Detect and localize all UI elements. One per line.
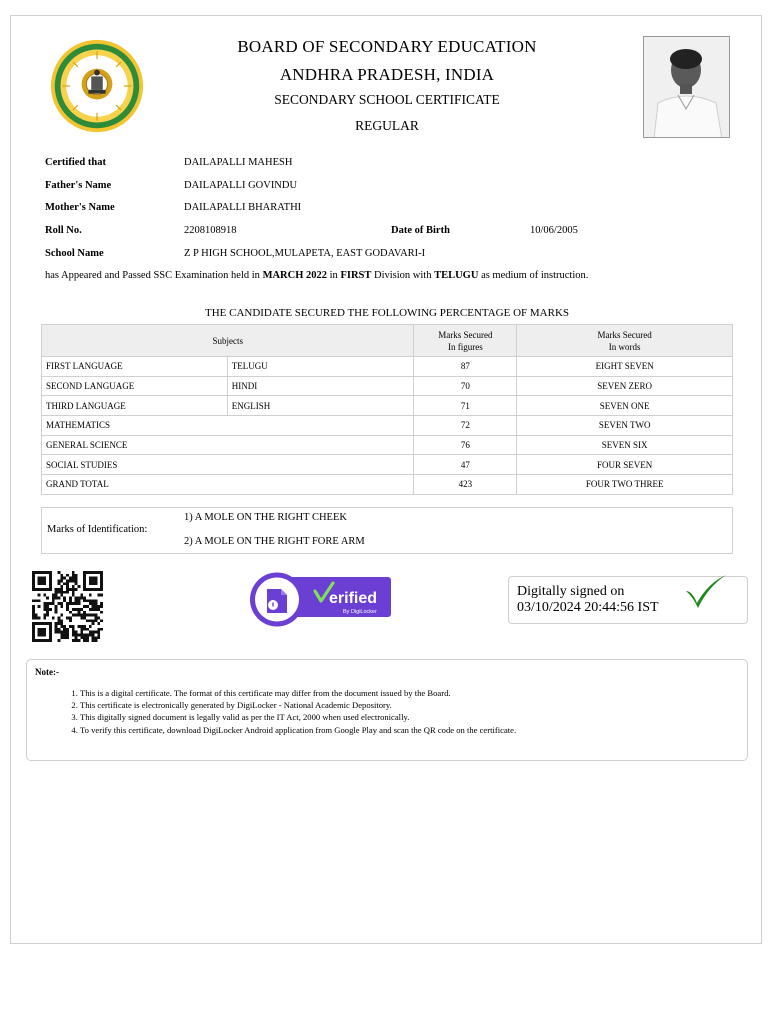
medium: TELUGU xyxy=(434,270,479,281)
dob-label: Date of Birth xyxy=(391,225,450,236)
mother-label: Mother's Name xyxy=(45,202,115,213)
subject-cell: GENERAL SCIENCE xyxy=(42,435,414,455)
note-item: 2. This certificate is electronically generated by DigiLocker - National Academic Depository. xyxy=(80,699,516,711)
figures-cell: 71 xyxy=(414,396,517,416)
subject-cell: SECOND LANGUAGE xyxy=(42,376,228,396)
checkmark-icon xyxy=(684,575,728,609)
signature-text xyxy=(517,584,659,616)
language-cell: TELUGU xyxy=(227,357,414,377)
subject-cell: THIRD LANGUAGE xyxy=(42,396,228,416)
division: FIRST xyxy=(340,270,372,281)
words-cell: SEVEN TWO xyxy=(517,416,733,436)
table-row xyxy=(42,435,733,455)
marks-title: THE CANDIDATE SECURED THE FOLLOWING PERCENTAGE OF MARKS xyxy=(204,307,570,319)
subject-cell: MATHEMATICS xyxy=(42,416,414,436)
signature-timestamp: 03/10/2024 20:44:56 IST xyxy=(517,600,659,615)
table-row xyxy=(42,376,733,396)
figures-cell: 70 xyxy=(414,376,517,396)
subject-cell: FIRST LANGUAGE xyxy=(42,357,228,377)
note-item: 1. This is a digital certificate. The format of this certificate may differ from the document issued by the Board. xyxy=(80,687,516,699)
identification-mark-1: 1) A MOLE ON THE RIGHT CHEEK xyxy=(184,512,347,523)
words-header: Marks Secured In words xyxy=(517,325,733,357)
pass-statement: has Appeared and Passed SSC Examination held in MARCH 2022 in FIRST Division with TELUGU as medium of instruction. xyxy=(45,270,589,281)
school-name: Z P HIGH SCHOOL,MULAPETA, EAST GODAVARI-I xyxy=(184,248,426,259)
certified-label: Certified that xyxy=(45,157,106,168)
board-title: BOARD OF SECONDARY EDUCATION xyxy=(237,37,537,56)
note-item: 4. To verify this certificate, download DigiLocker Android application from Google Play and scan the QR code on the certificate. xyxy=(80,724,516,736)
identification-mark-2: 2) A MOLE ON THE RIGHT FORE ARM xyxy=(184,536,365,547)
verified-by-text: By DigiLocker xyxy=(343,609,377,615)
notes-list xyxy=(66,687,516,736)
school-label: School Name xyxy=(45,248,104,259)
marks-table xyxy=(41,324,733,495)
mother-name: DAILAPALLI BHARATHI xyxy=(184,202,302,213)
figures-cell: 76 xyxy=(414,435,517,455)
certificate-page xyxy=(10,15,762,944)
qr-code-icon[interactable] xyxy=(30,571,105,642)
table-row xyxy=(42,396,733,416)
figures-header: Marks Secured In figures xyxy=(414,325,517,357)
grand-total-row xyxy=(42,475,733,495)
figures-cell: 423 xyxy=(414,475,517,495)
table-row xyxy=(42,416,733,436)
marks-header-row xyxy=(42,325,733,357)
notes-box xyxy=(26,659,748,761)
subject-cell: SOCIAL STUDIES xyxy=(42,455,414,475)
note-item: 3. This digitally signed document is legally valid as per the IT Act, 2000 when used electronically. xyxy=(80,711,516,723)
figures-cell: 47 xyxy=(414,455,517,475)
exam-session: MARCH 2022 xyxy=(262,270,328,281)
verified-text: erified xyxy=(329,590,378,607)
certificate-type: REGULAR xyxy=(355,118,419,133)
roll-label: Roll No. xyxy=(45,225,82,236)
father-label: Father's Name xyxy=(45,180,112,191)
words-cell: EIGHT SEVEN xyxy=(517,357,733,377)
identification-label: Marks of Identification: xyxy=(47,524,148,535)
student-photo xyxy=(643,36,730,138)
dob-value: 10/06/2005 xyxy=(530,225,578,236)
certificate-title: SECONDARY SCHOOL CERTIFICATE xyxy=(274,92,500,107)
subject-cell: GRAND TOTAL xyxy=(42,475,414,495)
words-cell: SEVEN SIX xyxy=(517,435,733,455)
figures-cell: 87 xyxy=(414,357,517,377)
roll-number: 2208108918 xyxy=(184,225,237,236)
words-cell: FOUR SEVEN xyxy=(517,455,733,475)
digital-signature-box xyxy=(508,576,748,624)
identification-box xyxy=(41,507,733,554)
father-name: DAILAPALLI GOVINDU xyxy=(184,180,298,191)
words-cell: SEVEN ZERO xyxy=(517,376,733,396)
notes-title: Note:- xyxy=(35,667,59,677)
words-cell: FOUR TWO THREE xyxy=(517,475,733,495)
digilocker-verified-badge xyxy=(249,571,392,628)
figures-cell: 72 xyxy=(414,416,517,436)
subjects-header: Subjects xyxy=(42,325,414,357)
student-name: DAILAPALLI MAHESH xyxy=(184,157,293,168)
language-cell: HINDI xyxy=(227,376,414,396)
state-title: ANDHRA PRADESH, INDIA xyxy=(279,65,495,84)
table-row xyxy=(42,455,733,475)
signature-line-1: Digitally signed on xyxy=(517,584,625,599)
language-cell: ENGLISH xyxy=(227,396,414,416)
table-row xyxy=(42,357,733,377)
person-photo-icon xyxy=(644,37,730,138)
words-cell: SEVEN ONE xyxy=(517,396,733,416)
